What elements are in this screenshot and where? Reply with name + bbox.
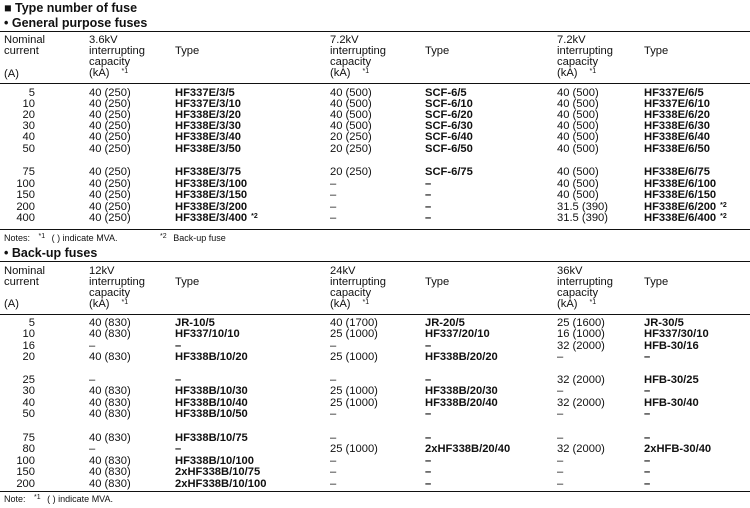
general-row2-col5: 40 (500): [557, 109, 599, 121]
general-row5-col0: 50: [22, 143, 35, 155]
backup-g1-line1: interrupting: [89, 276, 145, 288]
backup-row9-col1: –: [89, 443, 96, 455]
general-row6-col6: HF338E/6/75: [644, 166, 710, 178]
backup-row9-col0: 80: [22, 443, 35, 455]
general-g1-unit: [89, 68, 128, 78]
backup-row6-col5: 32 (2000): [557, 397, 605, 409]
general-row7-col2: HF338E/3/100: [175, 178, 248, 190]
backup-g2-voltage: 24kV: [330, 265, 356, 277]
general-row4-col4: SCF-6/40: [425, 131, 473, 143]
general-row0-col1: 40 (250): [89, 87, 131, 99]
general-row3-col3: 40 (500): [330, 120, 372, 132]
general-g3-unit-text: (kA): [557, 67, 578, 79]
general-notes: [4, 233, 226, 243]
backup-row6-col1: 40 (830): [89, 397, 131, 409]
backup-row2-col1: –: [89, 340, 96, 352]
general-row5-col4: SCF-6/50: [425, 143, 473, 155]
general-g2-line1: interrupting: [330, 45, 386, 57]
backup-row5-col5: –: [557, 385, 564, 397]
general-note2-mark: *2: [160, 233, 167, 240]
general-row10-col4: –: [425, 212, 432, 224]
backup-row10-col0: 100: [16, 455, 35, 467]
backup-row6-col3: 25 (1000): [330, 397, 378, 409]
backup-row3-col3: 25 (1000): [330, 351, 378, 363]
backup-row8-col1: 40 (830): [89, 432, 131, 444]
general-row1-col2: HF337E/3/10: [175, 98, 241, 110]
backup-row1-col1: 40 (830): [89, 328, 131, 340]
backup-row8-col3: –: [330, 432, 337, 444]
general-g3-mark: *1: [589, 68, 597, 75]
general-row3-col6: HF338E/6/30: [644, 120, 710, 132]
general-row1-col0: 10: [22, 98, 35, 110]
general-nominal-l1: Nominal: [4, 34, 46, 46]
backup-row2-col0: 16: [22, 340, 35, 352]
general-row8-col3: –: [330, 189, 337, 201]
backup-row4-col6: HFB-30/25: [644, 374, 699, 386]
backup-row8-col0: 75: [22, 432, 35, 444]
backup-row11-col0: 150: [16, 466, 35, 478]
backup-row10-col1: 40 (830): [89, 455, 131, 467]
backup-row9-col4: 2xHF338B/20/40: [425, 443, 511, 455]
backup-g3-voltage: 36kV: [557, 265, 583, 277]
backup-row6-col6: HFB-30/40: [644, 397, 699, 409]
general-row6-col0: 75: [22, 166, 35, 178]
backup-g3-unit: [557, 299, 596, 309]
general-row10-col5: 31.5 (390): [557, 212, 608, 224]
backup-row3-col1: 40 (830): [89, 351, 131, 363]
backup-row9-col5: 32 (2000): [557, 443, 605, 455]
backup-row1-col4: HF337/20/10: [425, 328, 490, 340]
general-g2-unit: [330, 68, 369, 78]
general-row8-col5: 40 (500): [557, 189, 599, 201]
general-row2-col2: HF338E/3/20: [175, 109, 241, 121]
backup-note1-mark: *1: [34, 494, 41, 501]
backup-note-prefix: Note:: [4, 494, 26, 504]
general-row2-col1: 40 (250): [89, 109, 131, 121]
general-g1-unit-text: (kA): [89, 67, 110, 79]
general-g1-type: Type: [175, 45, 200, 57]
general-g1-line1: interrupting: [89, 45, 145, 57]
general-row4-col2: HF338E/3/40: [175, 131, 241, 143]
general-row0-col2: HF337E/3/5: [175, 87, 235, 99]
backup-row0-col6: JR-30/5: [644, 317, 684, 329]
general-bottom-rule: [0, 229, 750, 230]
general-row4-col0: 40: [22, 131, 35, 143]
backup-row8-col6: –: [644, 432, 651, 444]
general-row6-col3: 20 (250): [330, 166, 372, 178]
backup-row4-col5: 32 (2000): [557, 374, 605, 386]
general-row3-col1: 40 (250): [89, 120, 131, 132]
backup-row9-col2: –: [175, 443, 182, 455]
general-row7-col1: 40 (250): [89, 178, 131, 190]
general-row10-col2: HF338E/3/400 $^{*2}$: [175, 212, 258, 224]
backup-row6-col0: 40: [22, 397, 35, 409]
general-row0-col4: SCF-6/5: [425, 87, 467, 99]
general-row3-col2: HF338E/3/30: [175, 120, 241, 132]
backup-row10-col3: –: [330, 455, 337, 467]
backup-row12-col6: –: [644, 478, 651, 490]
backup-row1-col3: 25 (1000): [330, 328, 378, 340]
backup-row10-col2: HF338B/10/100: [175, 455, 254, 467]
general-row10-col3: –: [330, 212, 337, 224]
backup-row0-col3: 40 (1700): [330, 317, 378, 329]
backup-row6-col4: HF338B/20/40: [425, 397, 498, 409]
backup-g1-type: Type: [175, 276, 200, 288]
page-title: ■ Type number of fuse: [4, 1, 138, 15]
backup-row11-col4: –: [425, 466, 432, 478]
general-row9-col1: 40 (250): [89, 201, 131, 213]
general-row1-col1: 40 (250): [89, 98, 131, 110]
backup-row3-col4: HF338B/20/20: [425, 351, 498, 363]
general-row2-col6: HF338E/6/20: [644, 109, 710, 121]
general-row4-col5: 40 (500): [557, 131, 599, 143]
backup-row1-col6: HF337/30/10: [644, 328, 709, 340]
backup-row12-col0: 200: [16, 478, 35, 490]
general-row8-col4: –: [425, 189, 432, 201]
general-row10-col0: 400: [16, 212, 35, 224]
general-g1-voltage: 3.6kV: [89, 34, 118, 46]
backup-g3-type: Type: [644, 276, 669, 288]
general-row0-col3: 40 (500): [330, 87, 372, 99]
general-row2-col3: 40 (500): [330, 109, 372, 121]
general-row4-col6: HF338E/6/40: [644, 131, 710, 143]
general-row9-col2: HF338E/3/200: [175, 201, 248, 213]
backup-row7-col3: –: [330, 408, 337, 420]
backup-row5-col6: –: [644, 385, 651, 397]
backup-row5-col0: 30: [22, 385, 35, 397]
backup-row7-col0: 50: [22, 408, 35, 420]
backup-row11-col5: –: [557, 466, 564, 478]
general-note-prefix: Notes:: [4, 233, 31, 243]
backup-row1-col2: HF337/10/10: [175, 328, 240, 340]
backup-row7-col4: –: [425, 408, 432, 420]
general-row5-col1: 40 (250): [89, 143, 131, 155]
backup-row2-col2: –: [175, 340, 182, 352]
general-g2-voltage: 7.2kV: [330, 34, 359, 46]
general-row3-col4: SCF-6/30: [425, 120, 473, 132]
backup-row1-col0: 10: [22, 328, 35, 340]
backup-row8-col2: HF338B/10/75: [175, 432, 248, 444]
general-g3-type: Type: [644, 45, 669, 57]
backup-row9-col6: 2xHFB-30/40: [644, 443, 712, 455]
general-row8-col2: HF338E/3/150: [175, 189, 248, 201]
backup-g2-line1: interrupting: [330, 276, 386, 288]
backup-g1-mark: *1: [121, 299, 129, 306]
backup-g3-unit-text: (kA): [557, 298, 578, 310]
backup-row11-col6: –: [644, 466, 651, 478]
backup-row6-col2: HF338B/10/40: [175, 397, 248, 409]
backup-g2-unit: [330, 299, 369, 309]
general-row8-col1: 40 (250): [89, 189, 131, 201]
general-row3-col5: 40 (500): [557, 120, 599, 132]
backup-nominal-l1: Nominal: [4, 265, 46, 277]
backup-section-title: • Back-up fuses: [4, 246, 98, 260]
backup-g1-voltage: 12kV: [89, 265, 115, 277]
general-row7-col4: –: [425, 178, 432, 190]
general-row1-col3: 40 (500): [330, 98, 372, 110]
general-row10-col6-mark: *2: [720, 213, 727, 220]
backup-g2-line2: capacity: [330, 287, 372, 299]
general-row10-col6: HF338E/6/400 $^{*2}$: [644, 212, 727, 224]
backup-row12-col1: 40 (830): [89, 478, 131, 490]
general-top-rule: [0, 31, 750, 32]
backup-nominal-l3: (A): [4, 298, 19, 310]
general-row0-col6: HF337E/6/5: [644, 87, 704, 99]
backup-row3-col0: 20: [22, 351, 35, 363]
backup-row11-col1: 40 (830): [89, 466, 131, 478]
backup-row9-col3: 25 (1000): [330, 443, 378, 455]
backup-row0-col5: 25 (1600): [557, 317, 605, 329]
general-note1-mark: *1: [38, 233, 46, 240]
backup-bottom-rule: [0, 491, 750, 492]
general-row5-col3: 20 (250): [330, 143, 372, 155]
backup-g2-unit-text: (kA): [330, 298, 351, 310]
backup-row3-col2: HF338B/10/20: [175, 351, 248, 363]
general-row10-col1: 40 (250): [89, 212, 131, 224]
general-row2-col0: 20: [22, 109, 35, 121]
general-row9-col6-mark: *2: [720, 202, 727, 209]
general-row6-col5: 40 (500): [557, 166, 599, 178]
backup-g1-unit-text: (kA): [89, 298, 110, 310]
backup-g3-mark: *1: [589, 299, 597, 306]
general-row6-col4: SCF-6/75: [425, 166, 473, 178]
general-row1-col6: HF337E/6/10: [644, 98, 710, 110]
backup-notes: [4, 494, 113, 504]
backup-row2-col5: 32 (2000): [557, 340, 605, 352]
general-row1-col4: SCF-6/10: [425, 98, 473, 110]
backup-row4-col3: –: [330, 374, 337, 386]
backup-row5-col3: 25 (1000): [330, 385, 378, 397]
general-row8-col6: HF338E/6/150: [644, 189, 717, 201]
general-row7-col6: HF338E/6/100: [644, 178, 717, 190]
general-row7-col5: 40 (500): [557, 178, 599, 190]
backup-row3-col5: –: [557, 351, 564, 363]
general-g2-line2: capacity: [330, 56, 372, 68]
backup-row4-col2: –: [175, 374, 182, 386]
general-row8-col0: 150: [16, 189, 35, 201]
general-note1-text: ( ) indicate MVA.: [51, 233, 118, 243]
backup-g1-unit: [89, 299, 128, 309]
backup-g2-mark: *1: [362, 299, 370, 306]
general-row5-col6: HF338E/6/50: [644, 143, 710, 155]
general-row5-col5: 40 (500): [557, 143, 599, 155]
general-g1-line2: capacity: [89, 56, 131, 68]
backup-row5-col1: 40 (830): [89, 385, 131, 397]
backup-note1-text: ( ) indicate MVA.: [47, 494, 114, 504]
general-row7-col3: –: [330, 178, 337, 190]
general-row9-col3: –: [330, 201, 337, 213]
general-row1-col5: 40 (500): [557, 98, 599, 110]
backup-g1-line2: capacity: [89, 287, 131, 299]
general-row9-col4: –: [425, 201, 432, 213]
backup-g2-type: Type: [425, 276, 450, 288]
general-g1-mark: *1: [121, 68, 129, 75]
backup-row2-col6: HFB-30/16: [644, 340, 699, 352]
backup-row5-col4: HF338B/20/30: [425, 385, 498, 397]
backup-row4-col0: 25: [22, 374, 35, 386]
backup-row4-col1: –: [89, 374, 96, 386]
backup-row3-col6: –: [644, 351, 651, 363]
backup-row12-col3: –: [330, 478, 337, 490]
general-row6-col2: HF338E/3/75: [175, 166, 241, 178]
backup-row12-col5: –: [557, 478, 564, 490]
general-g2-mark: *1: [362, 68, 370, 75]
backup-row1-col5: 16 (1000): [557, 328, 605, 340]
backup-row7-col1: 40 (830): [89, 408, 131, 420]
general-g2-type: Type: [425, 45, 450, 57]
backup-nominal-l2: current: [4, 276, 39, 288]
general-g3-line2: capacity: [557, 56, 599, 68]
general-g3-unit: [557, 68, 596, 78]
backup-row11-col3: –: [330, 466, 337, 478]
backup-top-rule: [0, 261, 750, 262]
backup-row0-col2: JR-10/5: [175, 317, 215, 329]
backup-row7-col5: –: [557, 408, 564, 420]
backup-row0-col1: 40 (830): [89, 317, 131, 329]
backup-row10-col5: –: [557, 455, 564, 467]
backup-row11-col2: 2xHF338B/10/75: [175, 466, 261, 478]
general-row4-col3: 20 (250): [330, 131, 372, 143]
general-nominal-l2: current: [4, 45, 39, 57]
general-row0-col0: 5: [28, 87, 35, 99]
general-row6-col1: 40 (250): [89, 166, 131, 178]
backup-row2-col3: –: [330, 340, 337, 352]
general-g3-voltage: 7.2kV: [557, 34, 586, 46]
general-g2-unit-text: (kA): [330, 67, 351, 79]
backup-row8-col5: –: [557, 432, 564, 444]
backup-row5-col2: HF338B/10/30: [175, 385, 248, 397]
backup-row0-col4: JR-20/5: [425, 317, 465, 329]
general-row9-col6: HF338E/6/200 $^{*2}$: [644, 201, 727, 213]
backup-row2-col4: –: [425, 340, 432, 352]
general-row9-col0: 200: [16, 201, 35, 213]
general-section-title: • General purpose fuses: [4, 16, 148, 30]
general-g3-line1: interrupting: [557, 45, 613, 57]
general-row9-col5: 31.5 (390): [557, 201, 608, 213]
general-note2-text: Back-up fuse: [173, 233, 226, 243]
general-nominal-l3: (A): [4, 68, 19, 80]
backup-row8-col4: –: [425, 432, 432, 444]
backup-row7-col6: –: [644, 408, 651, 420]
backup-row0-col0: 5: [28, 317, 35, 329]
backup-row10-col6: –: [644, 455, 651, 467]
backup-header-rule: [0, 314, 750, 315]
general-row0-col5: 40 (500): [557, 87, 599, 99]
general-row5-col2: HF338E/3/50: [175, 143, 241, 155]
backup-row12-col4: –: [425, 478, 432, 490]
backup-row12-col2: 2xHF338B/10/100: [175, 478, 267, 490]
general-header-rule: [0, 83, 750, 84]
backup-g3-line2: capacity: [557, 287, 599, 299]
general-row7-col0: 100: [16, 178, 35, 190]
backup-row4-col4: –: [425, 374, 432, 386]
backup-row10-col4: –: [425, 455, 432, 467]
general-row2-col4: SCF-6/20: [425, 109, 473, 121]
general-row10-col2-mark: *2: [251, 213, 258, 220]
general-row3-col0: 30: [22, 120, 35, 132]
general-row4-col1: 40 (250): [89, 131, 131, 143]
backup-g3-line1: interrupting: [557, 276, 613, 288]
backup-row7-col2: HF338B/10/50: [175, 408, 248, 420]
